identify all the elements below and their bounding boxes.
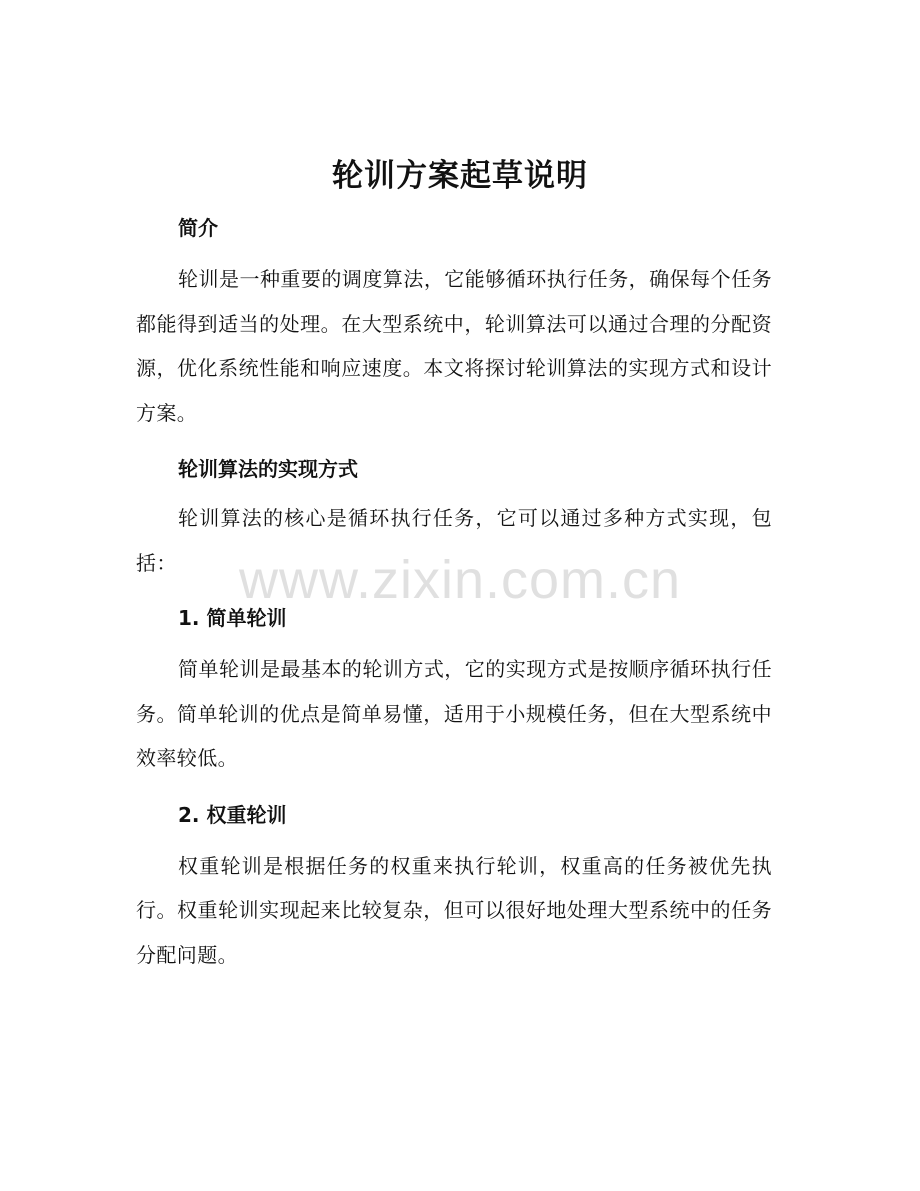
- paragraph-intro: 轮训是一种重要的调度算法，它能够循环执行任务，确保每个任务都能得到适当的处理。在大型系统中，轮训算法可以通过合理的分配资源，优化系统性能和响应速度。本文将探讨轮训算法的实现方式和设计方案。: [136, 267, 772, 425]
- section-heading-implementation: 轮训算法的实现方式: [178, 457, 358, 481]
- paragraph-simple-round-robin: 简单轮训是最基本的轮训方式，它的实现方式是按顺序循环执行任务。简单轮训的优点是简单易懂，适用于小规模任务，但在大型系统中效率较低。: [136, 657, 772, 770]
- section-heading-weighted-round-robin: 2. 权重轮训: [178, 802, 287, 827]
- section-heading-simple-round-robin: 1. 简单轮训: [178, 606, 287, 630]
- document-title: 轮训方案起草说明: [332, 158, 588, 194]
- paragraph-weighted-round-robin: 权重轮训是根据任务的权重来执行轮训，权重高的任务被优先执行。权重轮训实现起来比较复杂，但可以很好地处理大型系统中的任务分配问题。: [136, 853, 772, 967]
- paragraph-implementation: 轮训算法的核心是循环执行任务，它可以通过多种方式实现，包括：: [136, 506, 772, 575]
- watermark-text: www.zixin.com.cn: [238, 550, 682, 610]
- section-heading-intro: 简介: [178, 216, 218, 240]
